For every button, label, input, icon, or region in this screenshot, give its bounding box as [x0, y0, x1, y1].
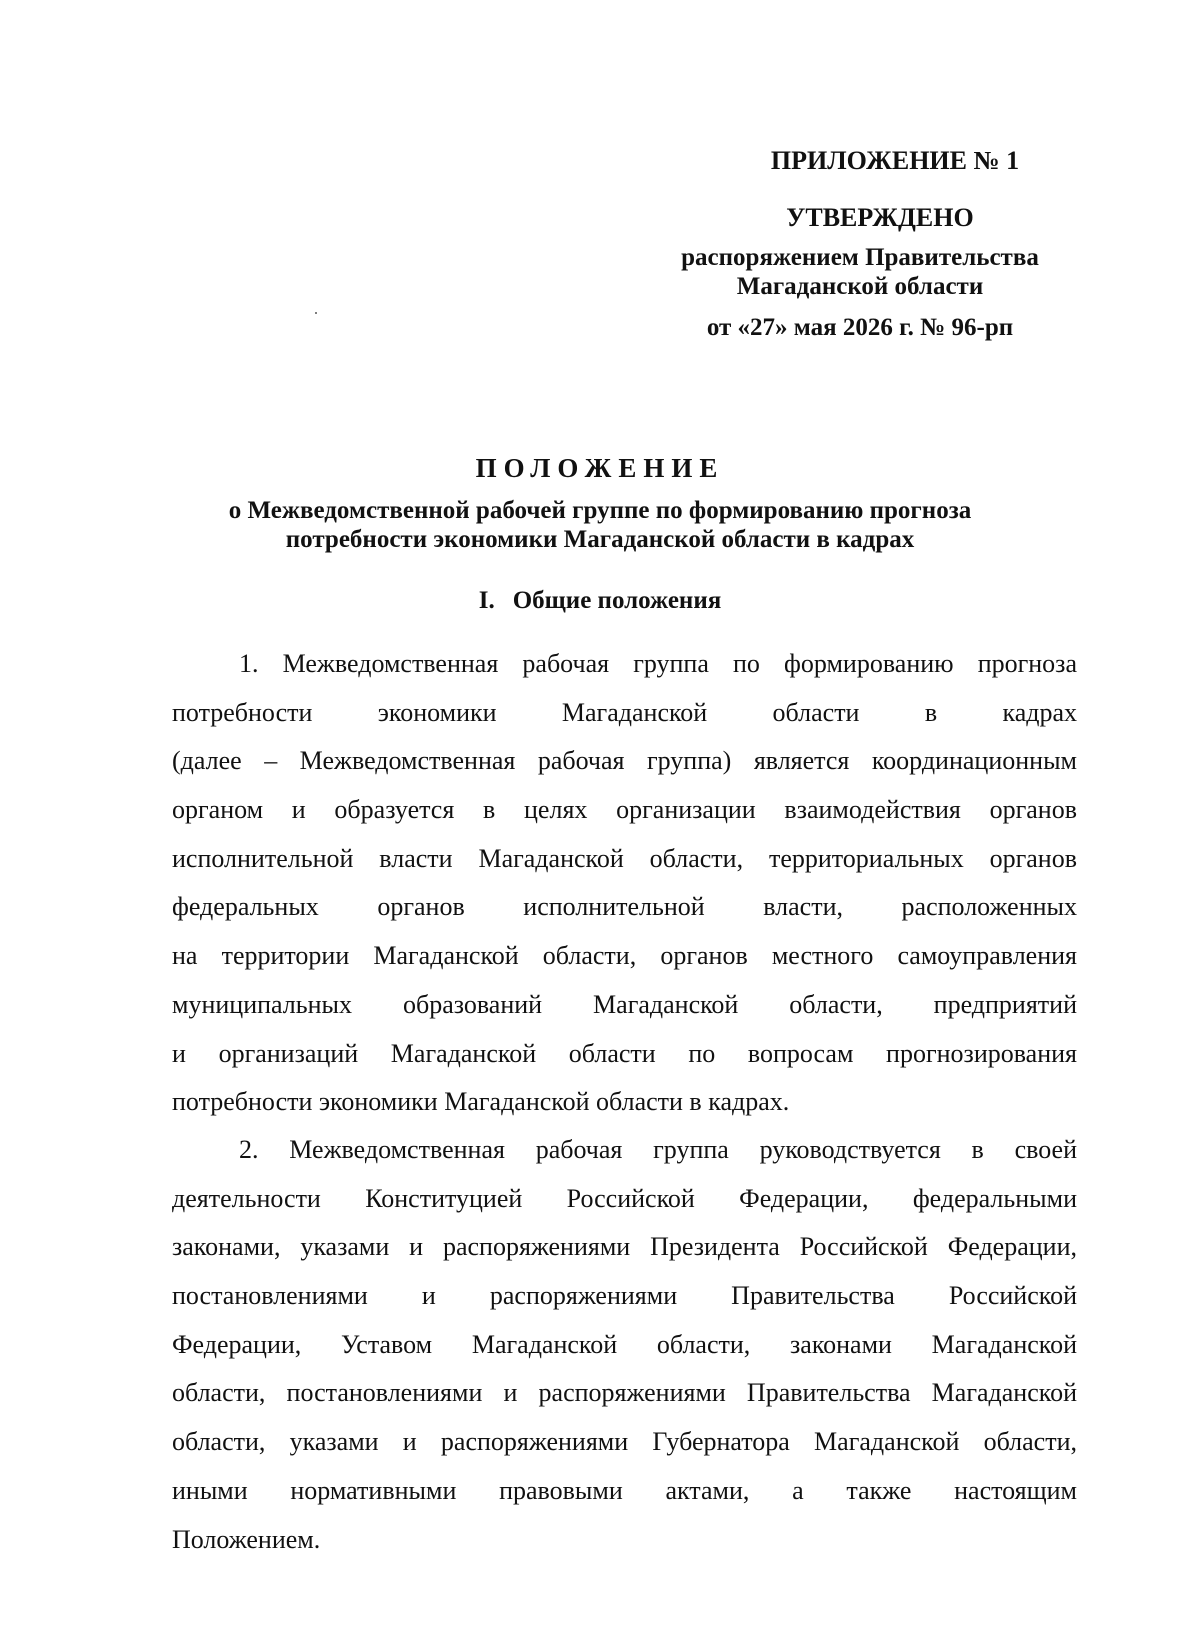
paragraph-line: и организаций Магаданской области по вопросам прогнозирования	[172, 1038, 1077, 1068]
section-heading	[160, 588, 1040, 613]
approved-by-line: Магаданской области	[736, 273, 984, 300]
paragraph-2	[172, 1126, 1077, 1564]
paragraph-line: органом и образуется в целях организации взаимодействия органов	[172, 795, 1077, 825]
paragraph-line: федеральных органов исполнительной власти, расположенных	[172, 892, 1077, 922]
paragraph-line: постановлениями и распоряжениями Правительства Российской	[172, 1281, 1077, 1311]
paragraph-line: Положением.	[172, 1524, 321, 1554]
paragraph-1	[172, 640, 1077, 1127]
paragraph-line: 1. Межведомственная рабочая группа по формированию прогноза	[239, 649, 1077, 678]
paragraph-line: иными нормативными правовыми актами, а также настоящим	[172, 1475, 1077, 1505]
approved-stamp-text: УТВЕРЖДЕНО	[786, 203, 974, 232]
subtitle-line: потребности экономики Магаданской области в кадрах	[285, 526, 915, 553]
paragraph-line: (далее – Межведомственная рабочая группа) является координационным	[172, 746, 1077, 776]
scan-speck	[315, 312, 317, 314]
approved-by-line: распоряжением Правительства	[681, 244, 1039, 271]
paragraph-line: 2. Межведомственная рабочая группа руководствуется в своей	[239, 1135, 1077, 1164]
approval-date: от «27» мая 2026 г. № 96-рп	[706, 314, 1014, 341]
paragraph-line: Федерации, Уставом Магаданской области, законами Магаданской	[172, 1329, 1077, 1359]
paragraph-line: деятельности Конституцией Российской Федерации, федеральными	[172, 1183, 1077, 1213]
paragraph-line: потребности экономики Магаданской области в кадрах	[172, 697, 1077, 727]
paragraph-line: на территории Магаданской области, органов местного самоуправления	[172, 941, 1077, 971]
paragraph-line: законами, указами и распоряжениями Президента Российской Федерации,	[172, 1232, 1077, 1262]
paragraph-line: области, постановлениями и распоряжениями Правительства Магаданской	[172, 1378, 1077, 1408]
document-title: ПОЛОЖЕНИЕ	[475, 453, 725, 483]
paragraph-line: области, указами и распоряжениями Губернатора Магаданской области,	[172, 1427, 1077, 1457]
paragraph-line: муниципальных образований Магаданской области, предприятий	[172, 989, 1077, 1019]
subtitle-line: о Межведомственной рабочей группе по формированию прогноза	[228, 497, 972, 524]
appendix-label: ПРИЛОЖЕНИЕ № 1	[770, 146, 1020, 175]
paragraph-line: исполнительной власти Магаданской области, территориальных органов	[172, 843, 1077, 873]
paragraph-line: потребности экономики Магаданской области в кадрах.	[172, 1087, 790, 1117]
section-number: I.	[478, 587, 495, 614]
approval-block	[640, 243, 1080, 301]
document-subtitle	[160, 496, 1040, 554]
section-title: Общие положения	[512, 587, 722, 614]
